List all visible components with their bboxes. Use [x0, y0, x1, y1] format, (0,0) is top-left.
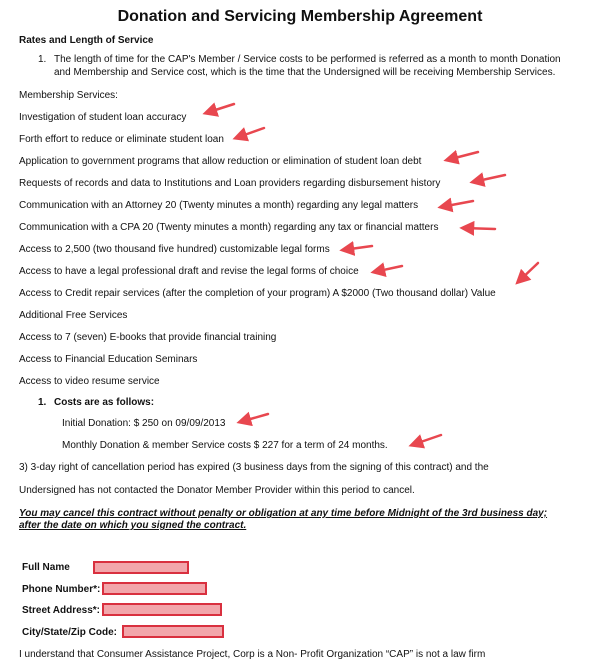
service-item: Communication with an Attorney 20 (Twenty minutes a month) regarding any legal matters: [19, 200, 419, 211]
cancellation-line-2: Undersigned has not contacted the Donator Member Provider within this period to cancel.: [19, 485, 415, 496]
annotation-arrow-icon: [473, 175, 505, 182]
service-item: Additional Free Services: [19, 310, 128, 321]
city-state-zip-label: City/State/Zip Code:: [22, 627, 118, 638]
street-address-label: Street Address*:: [22, 605, 100, 616]
rates-text-line-2: and Membership and Service cost, which is the time that the Undersigned will be receiving Membership Services.: [54, 67, 556, 78]
costs-heading: Costs are as follows:: [54, 397, 155, 408]
membership-services-heading: Membership Services:: [19, 90, 118, 101]
service-item: Access to 7 (seven) E-books that provide financial training: [19, 332, 277, 343]
cancellation-notice-line-2: after the date on which you signed the contract.: [19, 520, 247, 531]
service-item: Communication with a CPA 20 (Twenty minutes a month) regarding any tax or financial matters: [19, 222, 439, 233]
annotation-arrow-icon: [441, 201, 473, 207]
phone-label: Phone Number*:: [22, 584, 101, 595]
annotation-arrow-icon: [206, 104, 234, 113]
service-item: Forth effort to reduce or eliminate student loan: [19, 134, 224, 145]
annotation-arrow-icon: [236, 128, 264, 138]
list-number: 1.: [38, 54, 47, 65]
monthly-donation: Monthly Donation & member Service costs $ 227 for a term of 24 months.: [62, 440, 388, 451]
annotation-arrow-icon: [463, 228, 495, 229]
annotation-arrow-icon: [518, 263, 538, 282]
annotation-arrow-icon: [374, 266, 402, 272]
cancellation-notice-line-1: You may cancel this contract without penalty or obligation at any time before Midnight of the 3rd business day;: [19, 508, 548, 519]
service-item: Access to video resume service: [19, 376, 160, 387]
list-number: 1.: [38, 397, 47, 408]
service-item: Access to Credit repair services (after the completion of your program) A $2000 (Two thousand dollar) Value: [19, 288, 496, 299]
annotation-arrow-icon: [240, 414, 268, 422]
annotation-arrow-icon: [447, 152, 478, 160]
document-title: Donation and Servicing Membership Agreement: [117, 8, 483, 25]
service-item: Access to 2,500 (two thousand five hundred) customizable legal forms: [19, 244, 330, 255]
annotation-arrow-icon: [343, 246, 372, 250]
service-item: Access to have a legal professional draft and revise the legal forms of choice: [19, 266, 359, 277]
footer-disclaimer: I understand that Consumer Assistance Project, Corp is a Non- Profit Organization “CAP” is not a law firm: [19, 649, 486, 660]
full-name-label: Full Name: [22, 562, 70, 573]
service-item: Requests of records and data to Institutions and Loan providers regarding disbursement history: [19, 178, 441, 189]
service-item: Investigation of student loan accuracy: [19, 112, 187, 123]
service-item: Application to government programs that allow reduction or elimination of student loan debt: [19, 156, 422, 167]
initial-donation: Initial Donation: $ 250 on 09/09/2013: [62, 418, 226, 429]
cancellation-line-1: 3) 3-day right of cancellation period has expired (3 business days from the signing of this contract) and the: [19, 462, 489, 473]
annotation-arrow-icon: [412, 435, 441, 445]
rates-text-line-1: The length of time for the CAP's Member / Service costs to be performed is referred as a month to month Donation: [54, 54, 561, 65]
section-heading-rates: Rates and Length of Service: [19, 35, 154, 46]
service-item: Access to Financial Education Seminars: [19, 354, 198, 365]
